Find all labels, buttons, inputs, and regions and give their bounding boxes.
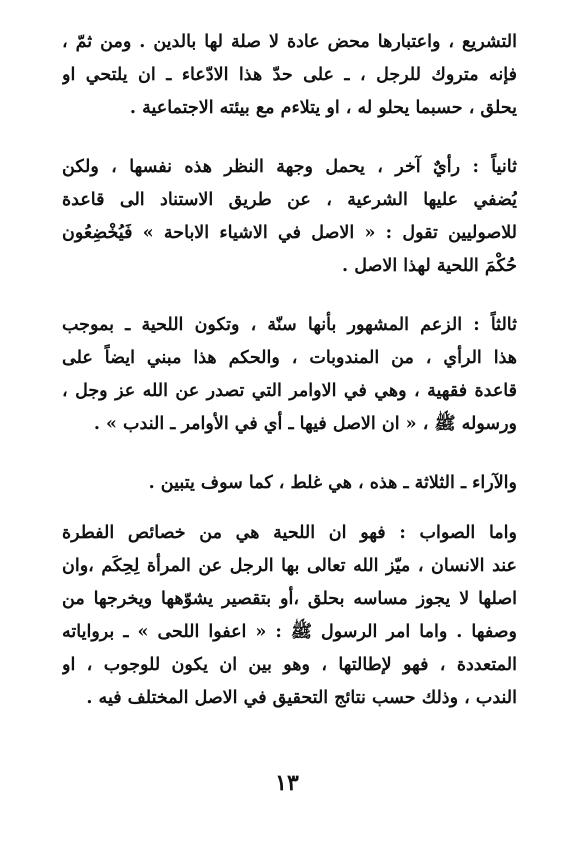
paragraph-2: [62, 151, 517, 283]
text-line: المتعددة ، فهو لإطالتها ، وهو بين ان يكون للوجوب ، او: [62, 655, 517, 675]
text-line: هذا الرأي ، من المندوبات ، والحكم هذا مبني ايضاً على: [62, 348, 517, 368]
text-line: عند الانسان ، ميّز الله تعالى بها الرجل عن المرأة لِحِكَم ،وان: [62, 556, 517, 576]
text-line: يحلق ، حسبما يحلو له ، او يتلاءم مع بيئته الاجتماعية .: [129, 98, 517, 118]
text-line: ثانياً : رأيٌ آخر ، يحمل وجهة النظر هذه نفسها ، ولكن: [62, 157, 517, 177]
text-line: التشريع ، واعتبارها محض عادة لا صلة لها بالدين . ومن ثمّ ،: [62, 32, 517, 52]
text-line: ثالثاً : الزعم المشهور بأنها سنّة ، وتكون اللحية ـ بموجب: [62, 315, 517, 335]
text-line: اصلها لا يجوز مساسه بحلق ،أو بتقصير يشوّهها ويخرجها من: [62, 589, 517, 609]
text-line: قاعدة فقهية ، وهي في الاوامر التي تصدر عن الله عز وجل ،: [62, 381, 517, 401]
text-line: وصفها . واما امر الرسول ﷺ : « اعفوا اللحى » ـ برواياته: [62, 622, 517, 642]
paragraph-4: [62, 467, 517, 500]
paragraph-spacer: [62, 283, 517, 309]
paragraph-spacer: [62, 500, 517, 517]
text-line: الندب ، وذلك حسب نتائج التحقيق في الاصل المختلف فيه .: [86, 688, 517, 708]
paragraph-spacer: [62, 125, 517, 151]
paragraph-3: [62, 309, 517, 441]
text-line: ورسوله ﷺ ، « ان الاصل فيها ـ أي في الأوامر ـ الندب » .: [93, 414, 517, 434]
page-number: ١٣: [275, 770, 299, 796]
text-line: يُضفي عليها الشرعية ، عن طريق الاستناد الى قاعدة: [62, 190, 517, 210]
paragraph-5: [62, 517, 517, 715]
text-line: واما الصواب : فهو ان اللحية هي من خصائص الفطرة: [62, 523, 517, 543]
text-line: فإنه متروك للرجل ، ـ على حدّ هذا الادّعاء ـ ان يلتحي او: [62, 65, 517, 85]
paragraph-1: [62, 26, 517, 125]
text-line: والآراء ـ الثلاثة ـ هذه ، هي غلط ، كما سوف يتبين .: [148, 473, 517, 493]
document-body: [62, 26, 517, 715]
text-line: حُكْمَ اللحية لهذا الاصل .: [342, 256, 517, 276]
paragraph-spacer: [62, 441, 517, 467]
text-line: للاصوليين تقول : « الاصل في الاشياء الاباحة » فَيُخْضِعُون: [62, 223, 517, 243]
